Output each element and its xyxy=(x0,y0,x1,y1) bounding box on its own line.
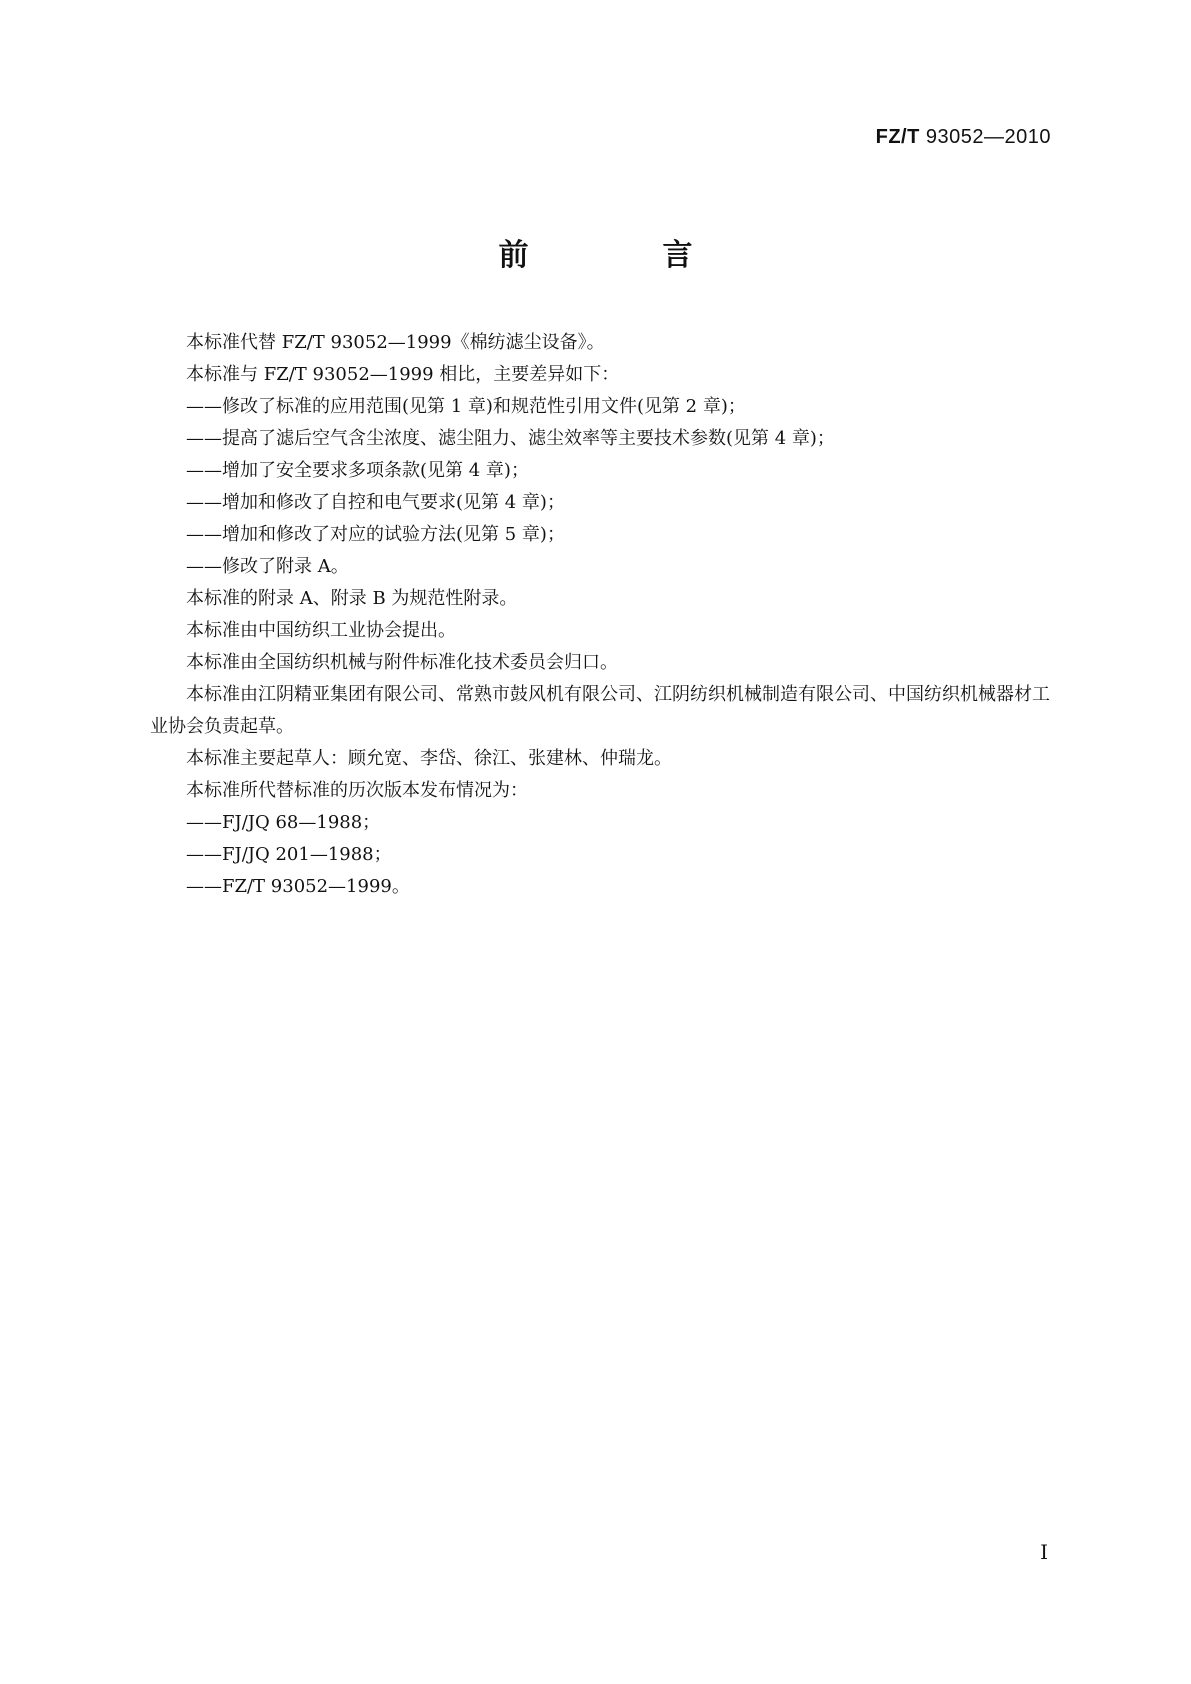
paragraph-differences-intro: 本标准与 FZ/T 93052—1999 相比，主要差异如下： xyxy=(186,364,620,385)
paragraph-replaces: 本标准代替 FZ/T 93052—1999《棉纺滤尘设备》。 xyxy=(186,332,605,353)
document-code xyxy=(876,126,1051,149)
list-item-annex: ——修改了附录 A。 xyxy=(186,556,349,577)
list-item-history-2: ——FJ/JQ 201—1988； xyxy=(186,844,392,865)
page-title: 前 言 xyxy=(498,238,745,273)
list-item-history-1: ——FJ/JQ 68—1988； xyxy=(186,812,381,833)
paragraph-history-intro: 本标准所代替标准的历次版本发布情况为： xyxy=(186,780,528,801)
list-item-history-3: ——FZ/T 93052—1999。 xyxy=(186,876,410,897)
paragraph-drafters: 本标准主要起草人：顾允宽、李岱、徐江、张建林、仲瑞龙。 xyxy=(186,748,672,769)
list-item-scope: ——修改了标准的应用范围(见第 1 章)和规范性引用文件(见第 2 章)； xyxy=(186,396,746,417)
list-item-test-methods: ——增加和修改了对应的试验方法(见第 5 章)； xyxy=(186,524,565,545)
document-code-prefix: FZ/T xyxy=(875,126,920,148)
list-item-safety: ——增加了安全要求多项条款(见第 4 章)； xyxy=(186,460,529,481)
document-code-number: 93052—2010 xyxy=(925,126,1051,148)
paragraph-proposed-by: 本标准由中国纺织工业协会提出。 xyxy=(186,620,456,641)
paragraph-annexes: 本标准的附录 A、附录 B 为规范性附录。 xyxy=(186,588,518,609)
foreword-body xyxy=(150,327,1052,903)
paragraph-drafted-by: 本标准由江阴精亚集团有限公司、常熟市鼓风机有限公司、江阴纺织机械制造有限公司、中国纺织机械器材工业协会负责起草。 xyxy=(150,684,1050,737)
list-item-parameters: ——提高了滤后空气含尘浓度、滤尘阻力、滤尘效率等主要技术参数(见第 4 章)； xyxy=(186,428,835,449)
paragraph-under-jurisdiction: 本标准由全国纺织机械与附件标准化技术委员会归口。 xyxy=(186,652,618,673)
list-item-electrical: ——增加和修改了自控和电气要求(见第 4 章)； xyxy=(186,492,565,513)
page-number: I xyxy=(1040,1540,1048,1564)
